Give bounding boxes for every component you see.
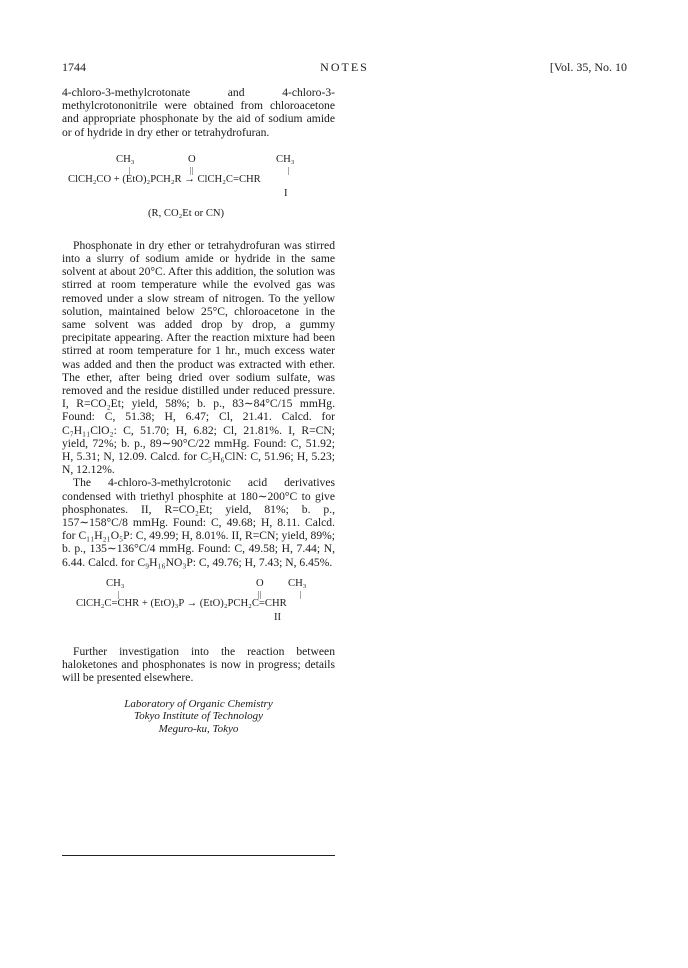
journal-section-title: NOTES — [320, 60, 369, 74]
eq1-bond-mark-left: | — [129, 165, 131, 175]
reaction-equation-2 — [62, 577, 335, 633]
eq2-oxygen: O — [256, 577, 264, 589]
footnote-rule — [62, 855, 335, 856]
volume-issue: [Vol. 35, No. 10 — [549, 60, 627, 74]
eq1-ch3-right: CH₃ — [276, 153, 295, 165]
paragraph-phosphonates: The 4-chloro-3-methylcrotonic acid derivatives condensed with triethyl phosphite at 180∼200°C to give phosphonates. II, R=CO₂Et; yield, 81%; b. p., 157∼158°C/8 mmHg. Found: C, 49.68; H, 8.11. Calcd. for C₁₁H₂₁O₅P: C, 49.99; H, 8.01%. II, R=CN; yield, 89%; b. p., 135∼136°C/4 mmHg. Found: C, 49.58; H, 7.44; N, 6.44. Calcd. for C₉H₁₆NO₃P: C, 49.76; H, 7.43; N, 6.45%. — [62, 476, 335, 569]
affiliation-line-1: Laboratory of Organic Chemistry — [124, 697, 273, 710]
eq2-ch3-right: CH₃ — [288, 577, 307, 589]
paragraph-conclusion: Further investigation into the reaction between haloketones and phosphonates is now in progress; details will be presented elsewhere. — [62, 644, 335, 685]
eq1-substituent-note: (R, CO₂Et or CN) — [148, 207, 225, 219]
eq2-main-line: ClCH₂C=CHR + (EtO)₃P → (EtO)₂PCH₂C=CHR — [76, 597, 287, 609]
reaction-equation-1 — [62, 153, 335, 221]
paragraph-intro: 4-chloro-3-methylcrotonate and 4-chloro-3-methylcrotononitrile were obtained from chloroacetone and appropriate phosphonate by the aid of sodium amide or of hydride in dry ether or tetrahydrofuran. — [62, 86, 335, 139]
paragraph-procedure: Phosphonate in dry ether or tetrahydrofuran was stirred into a slurry of sodium amide or hydride in the same solvent at about 20°C. After this addition, the solution was stirred at room temperature while the evolved gas was removed under a slow stream of nitrogen. To the yellow solution, maintained below 25°C, chloroacetone in the same solvent was added drop by drop, a gummy precipitate appearing. After the reaction mixture had been stirred at room temperature for 1 hr., much excess water was added and then the product was extracted with ether. The ether, after being dried over sodium sulfate, was removed and the residue distilled under reduced pressure. I, R=CO₂Et; yield, 58%; b. p., 83∼84°C/15 mmHg. Found: C, 51.38; H, 6.47; Cl, 21.41. Calcd. for C₇H₁₁ClO₂: C, 51.70; H, 6.82; Cl, 21.81%. I, R=CN; yield, 72%; b. p., 89∼90°C/22 mmHg. Found: C, 51.92; H, 5.31; N, 12.09. Calcd. for C₅H₆ClN: C, 51.96; H, 5.23; N, 12.12%. — [62, 238, 335, 477]
eq2-ch3-left: CH₃ — [106, 577, 125, 589]
eq2-bond-mark-left: | — [118, 589, 120, 599]
eq1-compound-label: I — [284, 187, 288, 199]
eq2-double-bond-mark: || — [258, 589, 262, 599]
affiliation-line-2: Tokyo Institute of Technology — [133, 710, 264, 723]
affiliation — [62, 698, 335, 736]
eq1-ch3-left: CH₃ — [116, 153, 135, 165]
page-header — [62, 60, 627, 76]
text-column — [62, 86, 335, 735]
eq1-bond-mark-right: | — [288, 165, 290, 175]
eq1-double-bond-mark: || — [190, 165, 194, 175]
eq1-oxygen: O — [188, 153, 196, 165]
page-number: 1744 — [62, 60, 86, 74]
affiliation-line-3: Meguro-ku, Tokyo — [158, 722, 239, 735]
eq2-compound-label: II — [274, 611, 282, 623]
eq1-main-line: ClCH₂CO + (EtO)₂PCH₂R → ClCH₂C=CHR — [68, 173, 261, 185]
eq2-bond-mark-right: | — [300, 589, 302, 599]
